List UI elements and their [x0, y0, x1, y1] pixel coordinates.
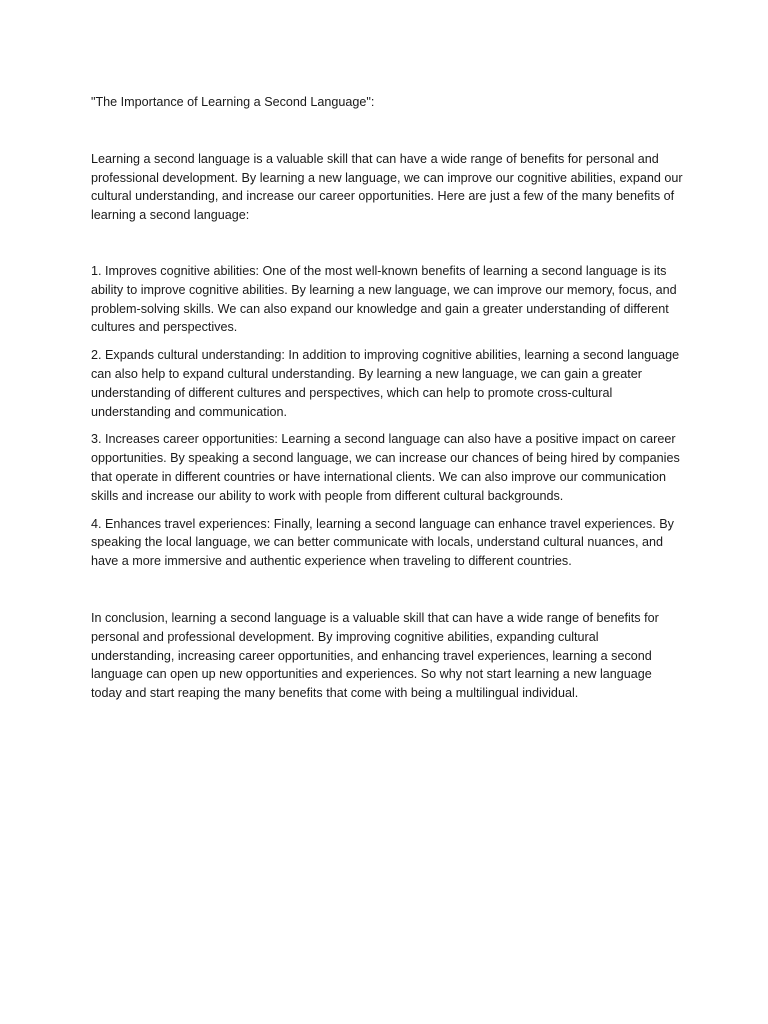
benefit-point-1: 1. Improves cognitive abilities: One of the most well-known benefits of learning a second language is its ability to improve cognitive abilities. By learning a new language, we can improve our memory, focus, and problem-solving skills. We can also expand our knowledge and gain a greater understanding of different cultures and perspectives. — [91, 263, 677, 335]
benefit-point-3: 3. Increases career opportunities: Learning a second language can also have a positive impact on career opportunities. By speaking a second language, we can increase our chances of being hired by companies that operate in different countries or have international clients. We can also improve our communication skills and increase our ability to work with people from different cultural backgrounds. — [91, 432, 680, 503]
intro-paragraph: Learning a second language is a valuable skill that can have a wide range of benefits for personal and professional development. By learning a new language, we can improve our cognitive abilities, expand our cultural understanding, and increase our career opportunities. Here are just a few of the many benefits of learning a second language: — [91, 151, 683, 223]
document-title: "The Importance of Learning a Second Language": — [91, 95, 375, 109]
benefit-point-2: 2. Expands cultural understanding: In addition to improving cognitive abilities, learning a second language can also help to expand cultural understanding. By learning a new language, we can gain a greater understanding of different cultures and perspectives, which can help to promote cross-cultural understanding and communication. — [91, 348, 680, 419]
benefit-point-4: 4. Enhances travel experiences: Finally, learning a second language can enhance travel experiences. By speaking the local language, we can better communicate with locals, understand cultural nuances, and have a more immersive and authentic experience when traveling to different countries. — [91, 516, 674, 569]
conclusion-paragraph: In conclusion, learning a second language is a valuable skill that can have a wide range of benefits for personal and professional development. By improving cognitive abilities, expanding cultural understanding, increasing career opportunities, and enhancing travel experiences, learning a second language can open up new opportunities and experiences. So why not start learning a new language today and start reaping the many benefits that come with being a multilingual individual. — [91, 610, 659, 701]
document-body — [91, 93, 683, 703]
